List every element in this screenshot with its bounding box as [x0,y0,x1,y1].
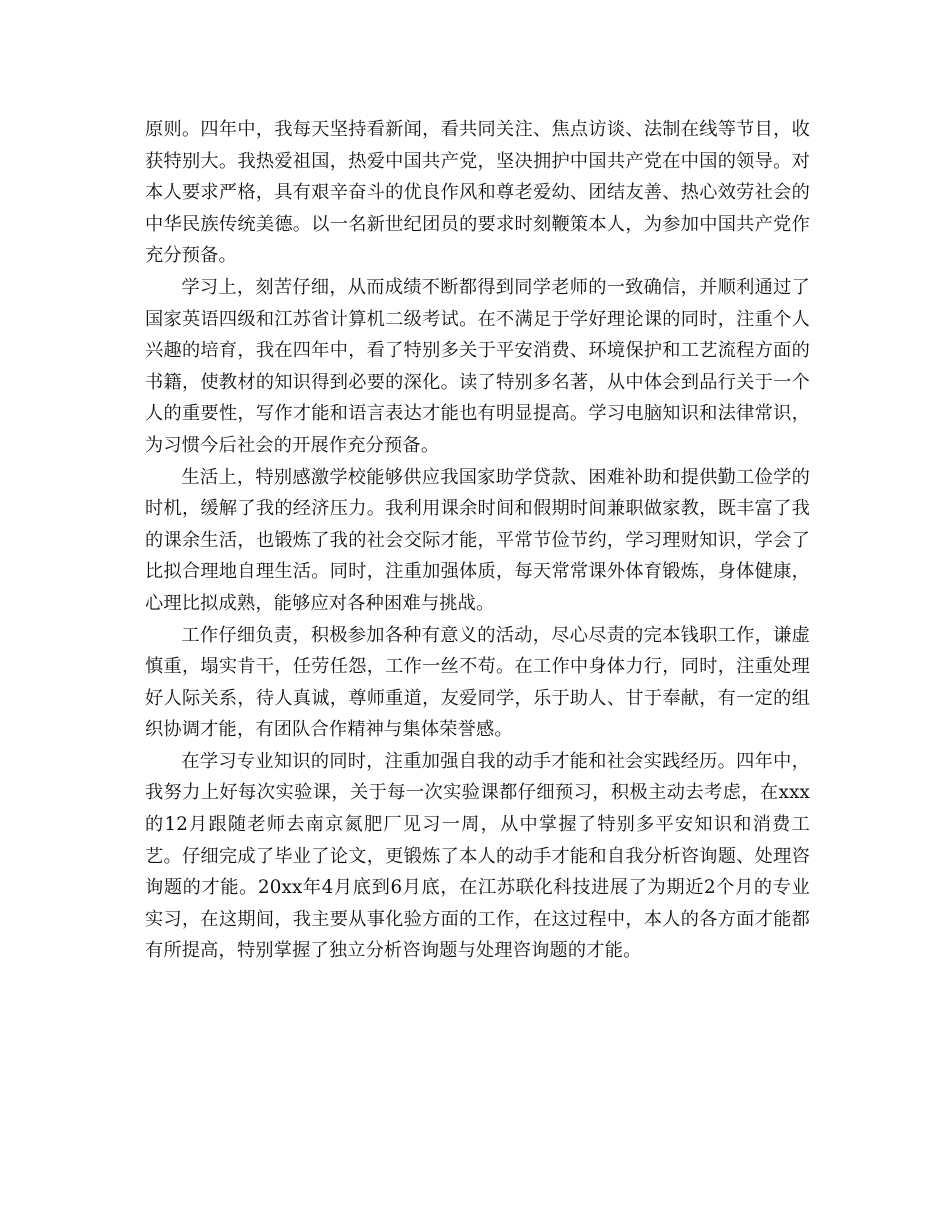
paragraph-life: 生活上，特别感激学校能够供应我国家助学贷款、困难补助和提供勤工俭学的时机，缓解了我的经济压力。我利用课余时间和假期时间兼职做家教，既丰富了我的课余生活，也锻炼了我的社会交际才能，平常节俭节约，学习理财知识，学会了比拟合理地自理生活。同时，注重加强体质，每天常常课外体育锻炼，身体健康，心理比拟成熟，能够应对各种困难与挑战。 [145,466,810,614]
document-body [145,114,810,967]
paragraph-continuation: 原则。四年中，我每天坚持看新闻，看共同关注、焦点访谈、法制在线等节目，收获特别大。我热爱祖国，热爱中国共产党，坚决拥护中国共产党在中国的领导。对本人要求严格，具有艰辛奋斗的优良作风和尊老爱幼、团结友善、热心效劳社会的中华民族传统美德。以一名新世纪团员的要求时刻鞭策本人，为参加中国共产党作充分预备。 [145,119,810,267]
paragraph-study: 学习上，刻苦仔细，从而成绩不断都得到同学老师的一致确信，并顺利通过了国家英语四级和江苏省计算机二级考试。在不满足于学好理论课的同时，注重个人兴趣的培育，我在四年中，看了特别多关于平安消费、环境保护和工艺流程方面的书籍，使教材的知识得到必要的深化。读了特别多名著，从中体会到品行关于一个人的重要性，写作才能和语言表达才能也有明显提高。学习电脑知识和法律常识，为习惯今后社会的开展作充分预备。 [145,276,810,456]
paragraph-practice: 在学习专业知识的同时，注重加强自我的动手才能和社会实践经历。四年中，我努力上好每次实验课，关于每一次实验课都仔细预习，积极主动去考虑，在xxx的12月跟随老师去南京氮肥厂见习一周，从中掌握了特别多平安知识和消费工艺。仔细完成了毕业了论文，更锻炼了本人的动手才能和自我分析咨询题、处理咨询题的才能。20xx年4月底到6月底，在江苏联化科技进展了为期近2个月的专业实习，在这期间，我主要从事化验方面的工作，在这过程中，本人的各方面才能都有所提高，特别掌握了独立分析咨询题与处理咨询题的才能。 [145,750,810,962]
paragraph-work: 工作仔细负责，积极参加各种有意义的活动，尽心尽责的完本钱职工作，谦虚慎重，塌实肯干，任劳任怨，工作一丝不苟。在工作中身体力行，同时，注重处理好人际关系，待人真诚，尊师重道，友爱同学，乐于助人、甘于奉献，有一定的组织协调才能，有团队合作精神与集体荣誉感。 [145,624,810,741]
